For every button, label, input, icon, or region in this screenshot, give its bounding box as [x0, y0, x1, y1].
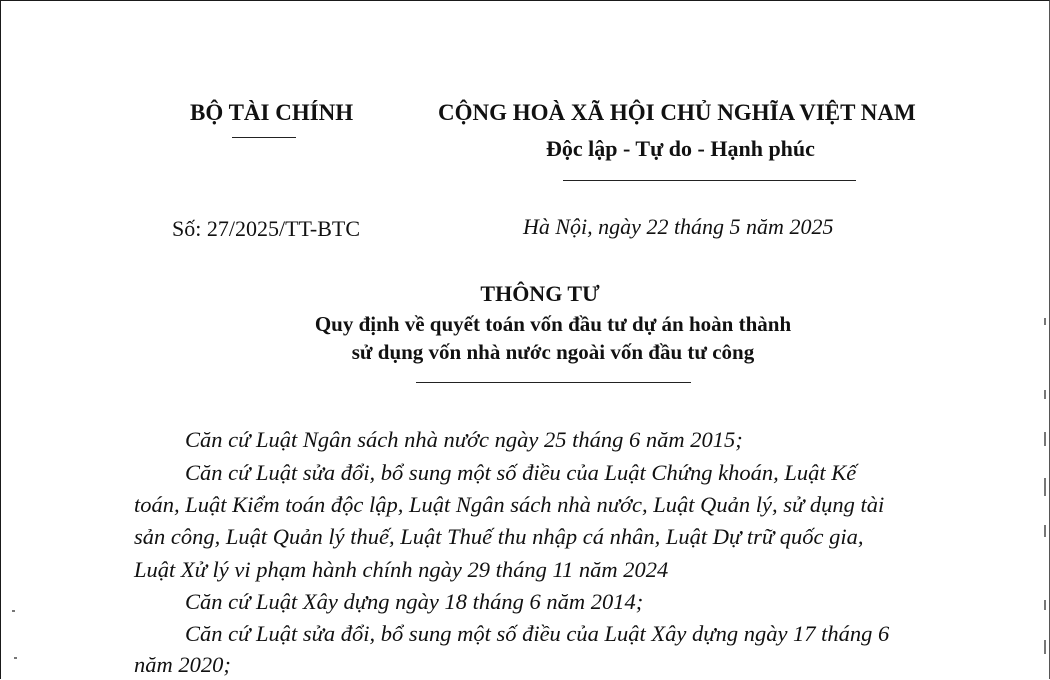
title-underline [416, 382, 691, 383]
scan-mark [1044, 318, 1046, 325]
ministry-name: BỘ TÀI CHÍNH [190, 100, 354, 125]
motto-underline [563, 180, 856, 181]
scan-mark [1044, 390, 1046, 399]
document-number: Số: 27/2025/TT-BTC [172, 216, 361, 241]
body-line: Căn cứ Luật sửa đổi, bổ sung một số điều của Luật Xây dựng ngày 17 tháng 6 [185, 621, 890, 646]
scan-mark [12, 610, 15, 612]
national-motto: Độc lập - Tự do - Hạnh phúc [546, 136, 815, 161]
body-line: Căn cứ Luật sửa đổi, bổ sung một số điều của Luật Chứng khoán, Luật Kế [185, 460, 857, 485]
scan-mark [14, 657, 17, 659]
body-line: toán, Luật Kiểm toán độc lập, Luật Ngân sách nhà nước, Luật Quản lý, sử dụng tài [134, 492, 885, 517]
ministry-underline [232, 137, 296, 138]
document-title-line-1: Quy định về quyết toán vốn đầu tư dự án hoàn thành [314, 312, 792, 336]
scan-mark [1044, 600, 1046, 610]
document-type: THÔNG TƯ [480, 281, 600, 306]
scan-mark [1044, 478, 1046, 496]
scan-mark [1044, 640, 1046, 654]
body-line: sản công, Luật Quản lý thuế, Luật Thuế thu nhập cá nhân, Luật Dự trữ quốc gia, [134, 524, 864, 549]
body-line: năm 2020; [134, 652, 231, 677]
scan-mark [1044, 432, 1046, 446]
scan-mark [1044, 525, 1046, 537]
body-line: Luật Xử lý vi phạm hành chính ngày 29 tháng 11 năm 2024 [134, 557, 669, 582]
document-title-line-2: sử dụng vốn nhà nước ngoài vốn đầu tư công [351, 340, 755, 364]
country-name: CỘNG HOÀ XÃ HỘI CHỦ NGHĨA VIỆT NAM [438, 100, 916, 125]
body-line: Căn cứ Luật Ngân sách nhà nước ngày 25 tháng 6 năm 2015; [185, 427, 743, 452]
body-line: Căn cứ Luật Xây dựng ngày 18 tháng 6 năm 2014; [185, 589, 644, 614]
place-and-date: Hà Nội, ngày 22 tháng 5 năm 2025 [523, 214, 834, 239]
